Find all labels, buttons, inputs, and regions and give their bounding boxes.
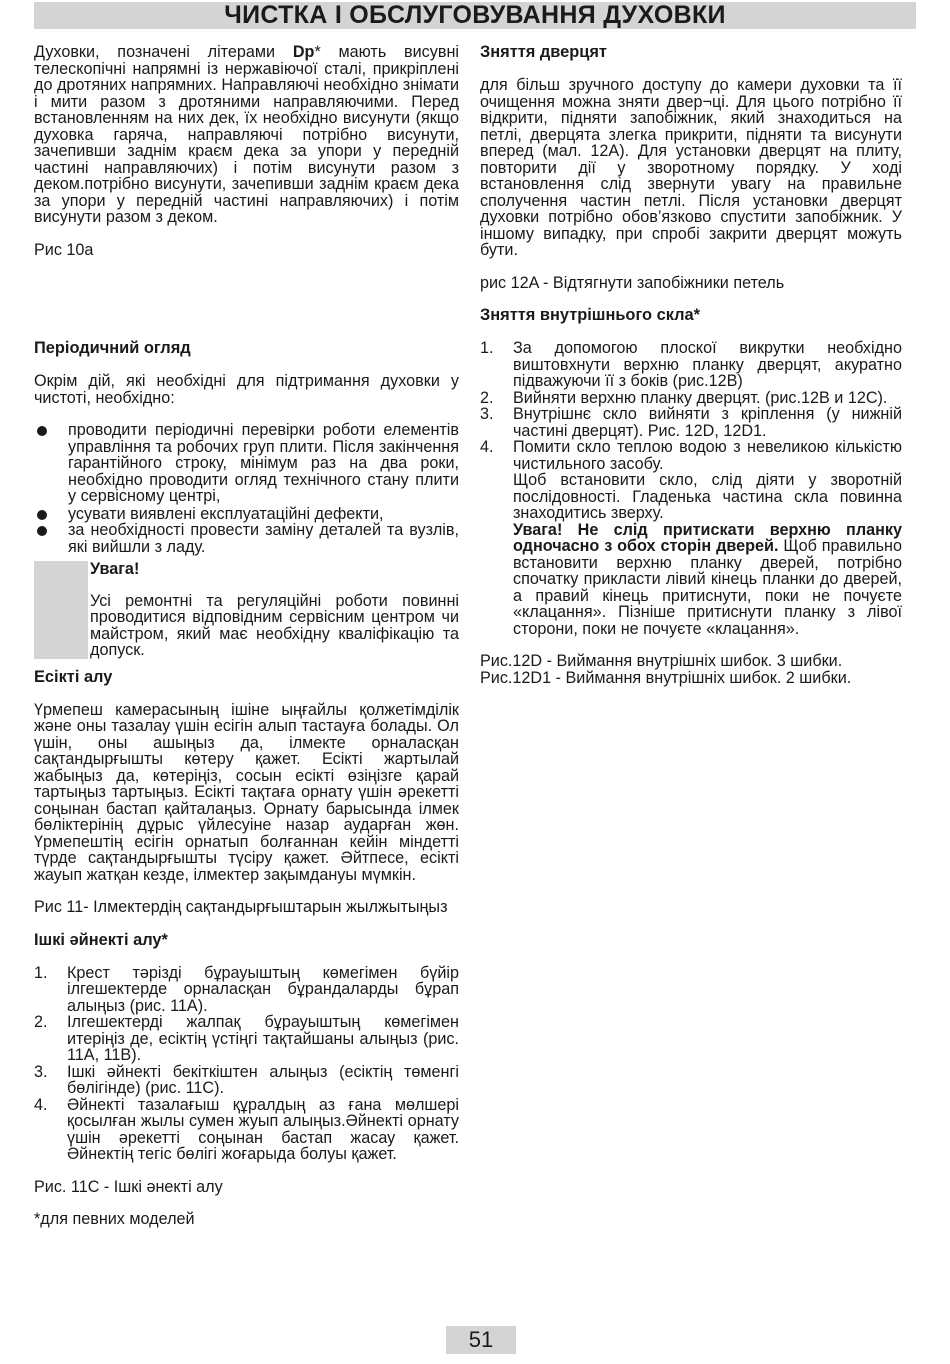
figure-caption-10a: Рис 10a [34, 240, 94, 259]
step-4-details: Щоб встановити скло, слід діяти у зворотній послідовності. Гладенька частина скла повинна знаходитись зверху. Увага! Не слід притискати верхню планку одночасно з обох сторін дверей. Щоб правильно встановити верхню планку дверей, потрібно спочатку прикласти лівий кінець планки до дверей, а правий кінець притиснути, поки не почуєте «клацання». Пізніше притиснути планку з лівої сторони, поки не почуєте «клацання». [513, 471, 902, 638]
section-title-review: Періодичний огляд [34, 339, 191, 357]
glass-steps [480, 340, 902, 637]
figure-caption-12d: Рис.12D - Виймання внутрішніх шибок. 3 шибки. [480, 652, 843, 670]
list-item: 4. Әйнекті тазалағыш құралдың аз ғана мөлшері қосылған жылы сумен жуып алыңыз.Әйнекті орнату үшін әрекетті соңынан бастап жасау қажет. Әйнектің тегіс бөлігі жоғарыда болуы қажет. [34, 1095, 459, 1163]
intro-paragraph: Духовки, позначені літерами Dp* мають висувні телескопічні напрямні із нержавіючої сталі, прикріплені до дротяних напрямних. Направляючі необхідно знімати і мити разом з дротяними направляючими. Перед встановленням на них дек, їх необхідно висунути (якщо духовка гаряча, направляючі потрібно висунути, зачепивши заднім краєм дека за упори у передній частині направляючих) і потім висунути разом з деком.потрібно висунути, зачепивши заднім краєм дека за упори у передній частині направляючих) і потім висунути разом з деком. [34, 43, 459, 226]
figure-caption-12d1: Рис.12D1 - Виймання внутрішніх шибок. 2 шибки. [480, 668, 852, 687]
list-item: 2. Ілгешектерді жалпақ бұрауыштың көмегімен итеріңіз де, есіктің үстіңгі тақтайшаны алыңыз (рис. 11A, 11B). [34, 1013, 459, 1064]
list-item: 1. Крест тәрізді бұрауыштың көмегімен бүйір ілгешектерде орналасқан бұрандаларды бұрап алыңыз (рис. 11A). [34, 963, 459, 1015]
warning-inline: Увага! Не слід притискати верхню планку одночасно з обох сторін дверей. [513, 520, 902, 555]
list-item: 3. Ішкі әйнекті бекіткіштен алыңыз (есіктің төменгі бөлігінде) (рис. 11C). [34, 1062, 459, 1097]
warning-title: Увага! [90, 560, 140, 578]
warning-text: Усі ремонтні та регуляційні роботи повинні проводитися відповідним сервісним центром чи майстром, який має необхідну кваліфікацію та допуск. [90, 591, 459, 659]
section-title-door-kz: Есікті алу [34, 667, 113, 686]
warning-bar [34, 561, 88, 659]
right-column [480, 44, 902, 686]
door-kz-text: Үрмепеш камерасының ішіне ыңғайлы қолжетімділік және оны тазалау үшін есігін алып тастауға болады. Ол үшін, оны ашыңыз да, ілмекте орналасқан сақтандырғышты көтеру қажет. Есікті жартылай жабыңыз да, көтеріңіз, сосын есікті өзіңізге қарай тартыңыз тартыңыз. Есікті тақтаға орнату үшін әрекетті соңынан бастап қайталаңыз. Орнату барысында ілмек бөліктерінің дұрыс үйлесуіне назар аударған жөн. Үрмепештің есігін орнатып болғаннан кейін міндетті түрде сақтандырғышты түсіру қажет. Әйтпесе, есікті жауып жатқан кезде, ілмектер зақымдануы мүмкін. [34, 700, 459, 884]
footnote: *для певних моделей [34, 1210, 195, 1228]
list-item: усувати виявлені експлуатаційні дефекти, [34, 506, 459, 523]
figure-caption-12a: рис 12A - Відтягнути запобіжники петель [480, 273, 785, 292]
warning-box [34, 561, 459, 659]
model-code: Dp [292, 43, 315, 61]
review-intro: Окрім дій, які необхідні для підтримання духовки у чистоті, необхідно: [34, 372, 459, 407]
review-list [34, 422, 459, 555]
section-title-glass: Зняття внутрішнього скла* [480, 306, 701, 324]
list-item: 3. Внутрішнє скло вийняти з кріплення (у нижній частині дверцят). Рис. 12D, 12D1. [480, 405, 902, 440]
left-column [34, 44, 459, 1228]
list-item: проводити періодичні перевірки роботи елементів управління та робочих груп плити. Після закінчення гарантійного строку, мінімум раз на два роки, необхідно проводити огляд технічного стану плити у сервісному центрі, [34, 422, 459, 505]
door-text: для більш зручного доступу до камери духовки та її очищення можна зняти двер¬ці. Для цього потрібно її відкрити, підняти запобіжник, який знаходиться на петлі, дверцята злегка прикрити, підняти та висунути вперед (мал. 12A). Для установки дверцят на плиту, повторити дії у зворотному порядку. У ході встановлення слід звернути увагу на правильне сполучення частин петлі. Після установки дверцят духовки потрібно обов’язково спустити запобіжник. У іншому випадку, при спробі закрити дверцят можуть бути. [480, 76, 902, 259]
page-number: 51 [446, 1326, 516, 1354]
list-item: 2. Вийняти верхню планку дверцят. (рис.12B и 12C). [480, 388, 888, 407]
figure-caption-11: Рис 11- Ілмектердің сақтандырғыштарын жылжытыңыз [34, 898, 448, 916]
figure-caption-11c: Рис. 11C - Ішкі әнекті алу [34, 1177, 223, 1196]
section-title-glass-kz: Ішкі әйнекті алу* [34, 930, 168, 949]
list-item: 1. За допомогою плоскої викрутки необхідно виштовхнути верхню планку дверцят, акуратно підважуючи її з боків (рис.12B) [480, 339, 902, 390]
section-title-door: Зняття дверцят [480, 43, 607, 61]
glass-kz-steps [34, 965, 459, 1163]
page-title: ЧИСТКА І ОБСЛУГОВУВАННЯ ДУХОВКИ [34, 2, 916, 29]
list-item: за необхідності провести заміну деталей та вузлів, які вийшли з ладу. [34, 522, 459, 555]
list-item: 4. Помити скло теплою водою з невеликою кількістю чистильного засобу. Щоб встановити скло, слід діяти у зворотній послідовності. Гладенька частина скла повинна знаходитись зверху. Увага! Не слід притискати верхню планку одночасно з обох сторін дверей. Щоб правильно встановити верхню планку дверей, потрібно спочатку прикласти лівий кінець планки до дверей, а правий кінець притиснути, поки не почуєте «клацання». Пізніше притиснути планку з лівої сторони, поки не почуєте «клацання». [480, 438, 902, 638]
